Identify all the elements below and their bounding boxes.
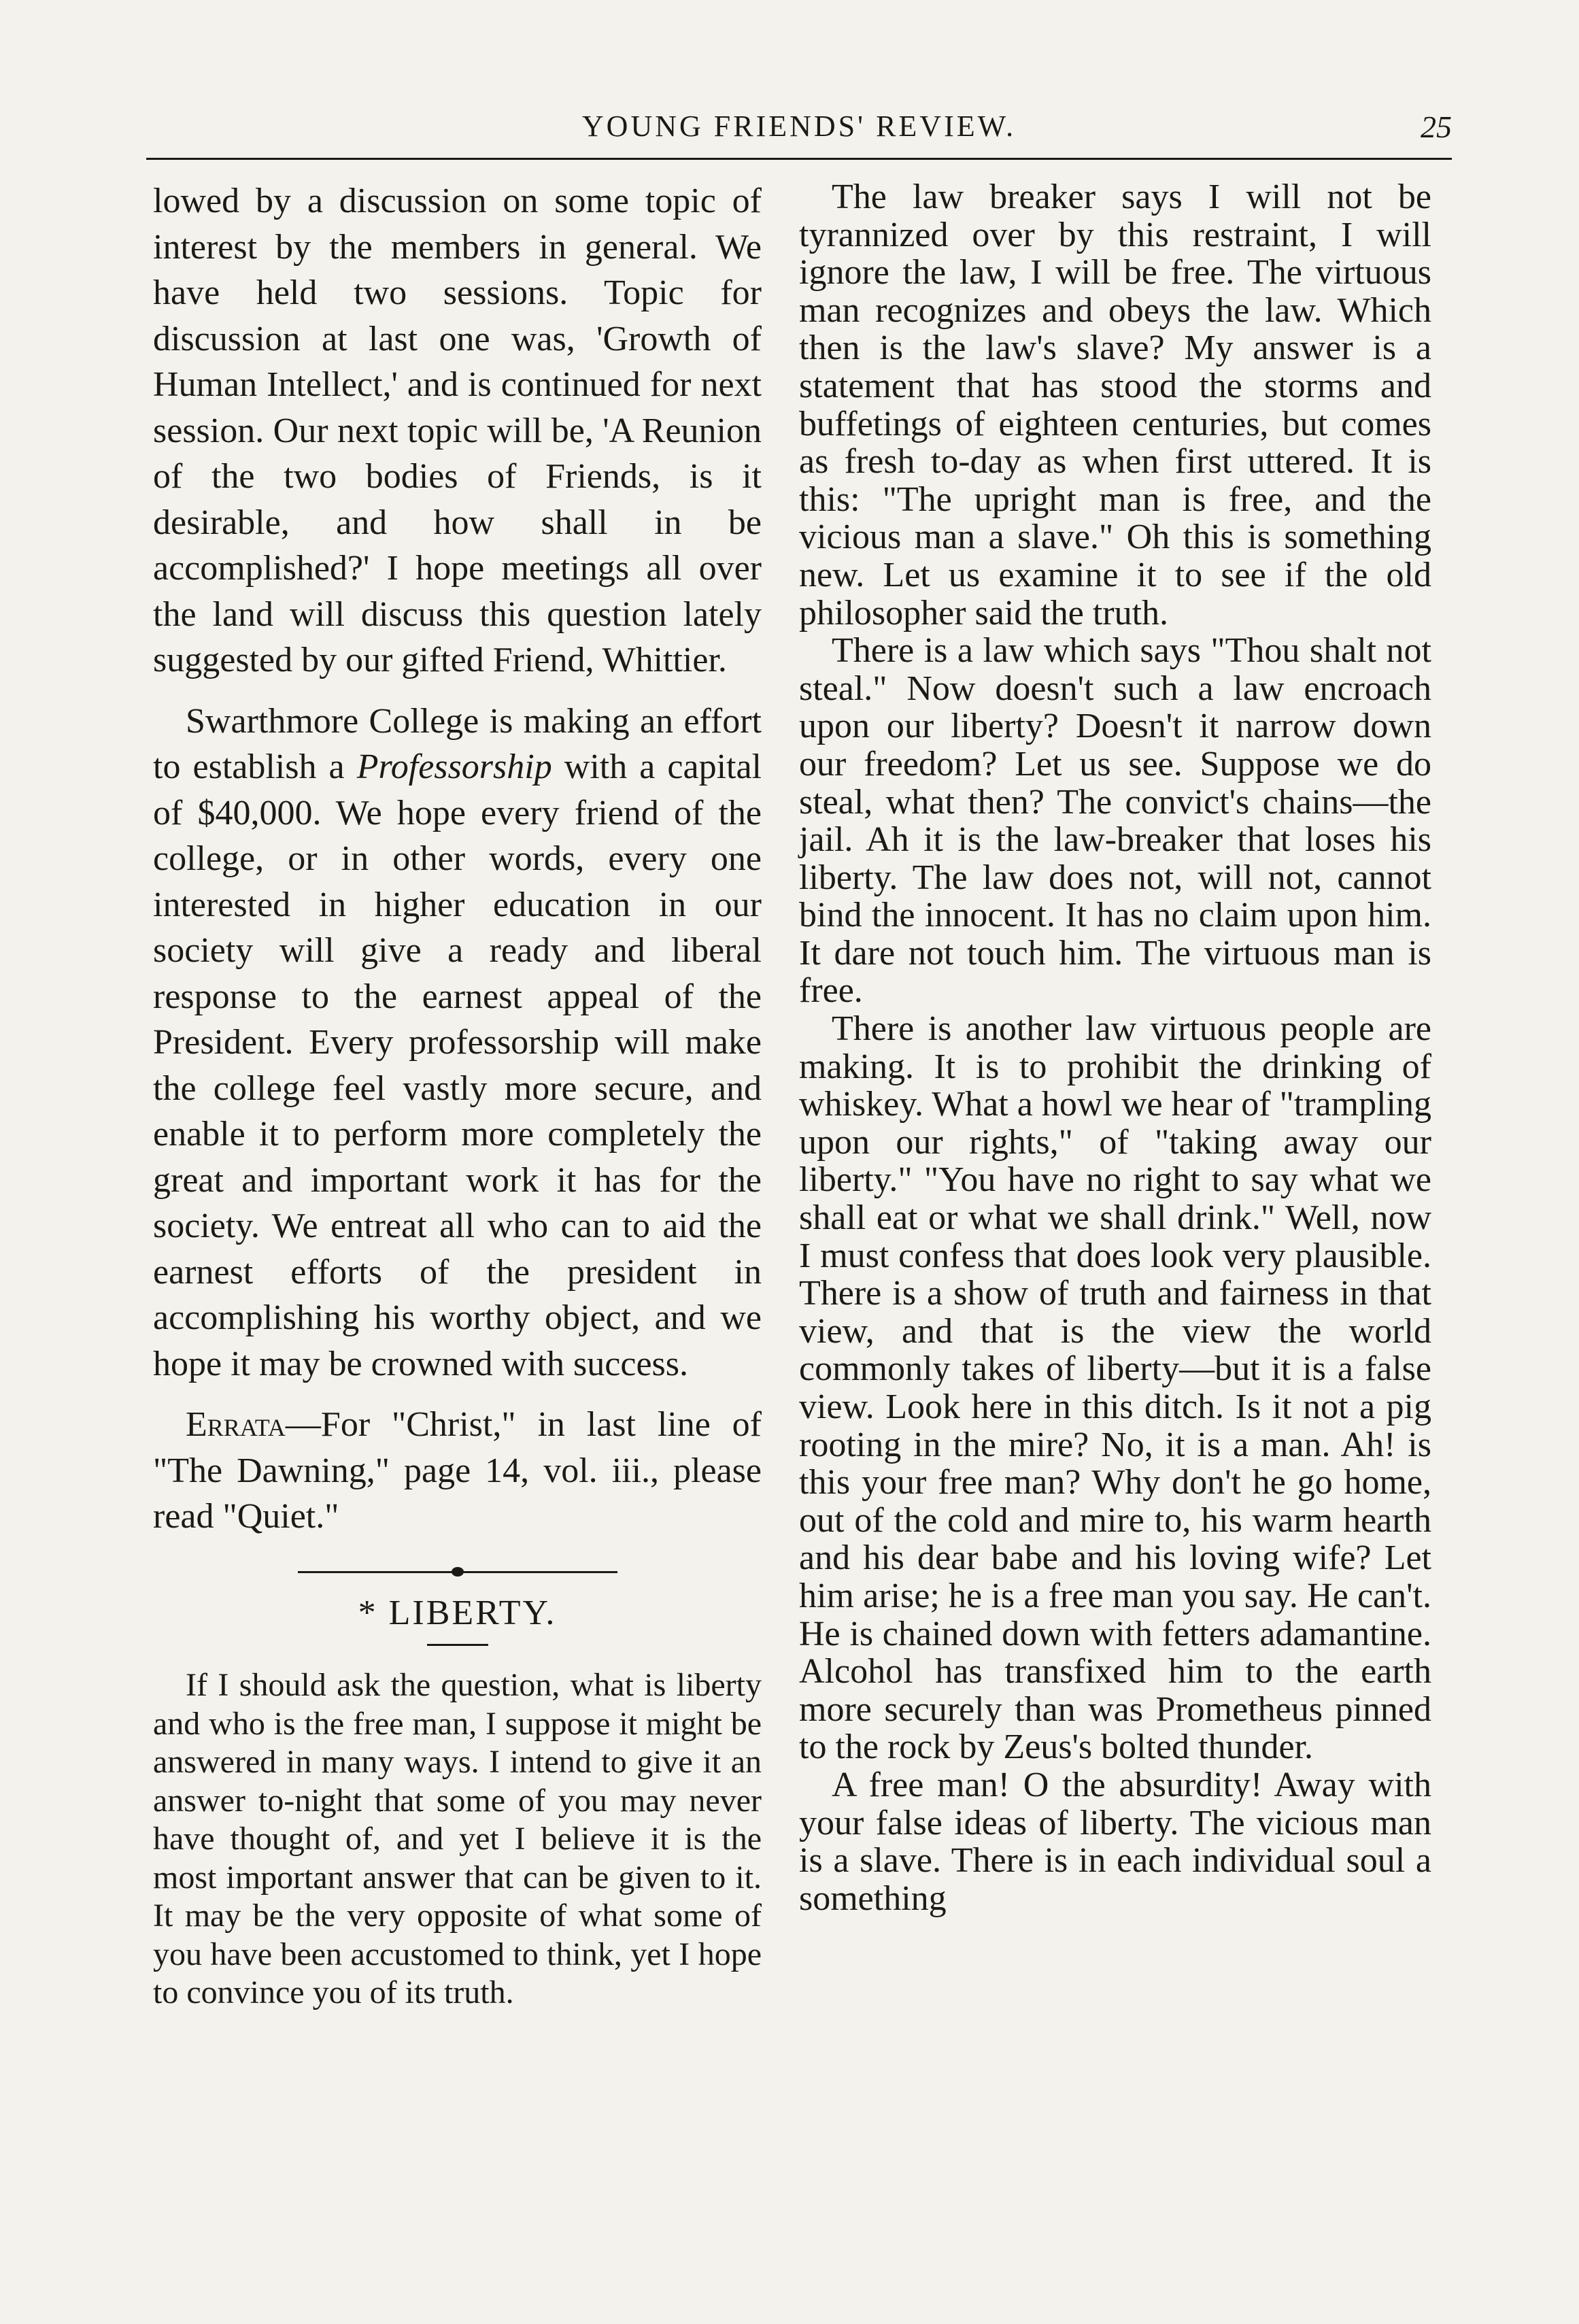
section-divider-ornament — [298, 1567, 617, 1577]
journal-title: YOUNG FRIENDS' REVIEW. — [581, 110, 1017, 143]
professorship-italic: Professorship — [356, 747, 552, 786]
paragraph-law-breaker: The law breaker says I will not be tyrannized over by this restraint, I will ignore the law, I will be free. The virtuous man recognizes and obeys the law. Which then is the law's slave? My answer is a statement that has stood the storms and buffetings of eighteen centuries, but comes as fresh to-day as when first uttered. It is this: "The upright man is free, and the vicious man a slave." Oh this is something new. Let us examine it to see if the old philosopher said the truth. — [799, 178, 1431, 633]
swarthmore-text-b: with a capital of $40,000. We hope every friend of the college, or in other words, every one interested in higher education in our society will give a ready and liberal response to the earnest appeal of the President. Every professorship will make the college feel vastly more secure, and enable it to perform more completely the great and important work it has for the society. We entreat all who can to aid the earnest efforts of the president in accomplishing his worthy object, and we hope it may be crowned with success. — [153, 747, 762, 1383]
paragraph-discussion: lowed by a discussion on some topic of interest by the members in general. We have held two sessions. Topic for discussion at last one was, 'Growth of Human Intellect,' and is continued for next session. Our next topic will be, 'A Reunion of the two bodies of Friends, is it desirable, and how shall in be accomplished?' I hope meetings all over the land will discuss this question lately suggested by our gifted Friend, Whittier. — [153, 182, 762, 679]
left-column — [153, 178, 762, 2013]
errata-text: —For "Christ," in last line of "The Dawning," page 14, vol. iii., please read "Quiet." — [153, 1405, 762, 1536]
title-underline — [427, 1644, 488, 1646]
section-title-liberty: * LIBERTY. — [358, 1593, 557, 1632]
paragraph-swarthmore — [153, 698, 762, 1387]
paragraph-whiskey: There is another law virtuous people are making. It is to prohibit the drinking of whiskey. What a howl we hear of "trampling upon our rights," of "taking away our liberty." "You have no right to say what we shall eat or what we shall drink." Well, now I must confess that does look very plausible. There is a show of truth and fairness in that view, and that is the view the world commonly takes of liberty—but it is a false view. Look here in this ditch. Is it not a pig rooting in the mire? No, it is a man. Ah! is this your free man? Why don't he go home, out of the cold and mire to, his warm hearth and his dear babe and his loving wife? Let him arise; he is a free man you say. He can't. He is chained down with fetters adamantine. Alcohol has transfixed him to the earth more securely than was Prometheus pinned to the rock by Zeus's bolted thunder. — [799, 1009, 1431, 1767]
running-header — [146, 109, 1452, 156]
header-rule — [146, 158, 1452, 160]
page-number: 25 — [1421, 110, 1452, 144]
errata-label: Errata — [186, 1405, 286, 1444]
paragraph-errata — [153, 1402, 762, 1540]
paragraph-thou-shalt-not-steal: There is a law which says "Thou shalt not steal." Now doesn't such a law encroach upon our liberty? Doesn't it narrow down our freedom? Let us see. Suppose we do steal, what then? The convict's chains—the jail. Ah it is the law-breaker that loses his liberty. The law does not, will not, cannot bind the innocent. It has no claim upon him. It dare not touch him. The virtuous man is free. — [799, 631, 1431, 1011]
paragraph-free-man: A free man! O the absurdity! Away with your false ideas of liberty. The vicious man is a slave. There is in each individual soul a something — [799, 1765, 1431, 1918]
right-column — [799, 178, 1431, 1917]
paragraph-liberty-intro: If I should ask the question, what is liberty and who is the free man, I suppose it might be answered in many ways. I intend to give it an answer to-night that some of you may never have thought of, and yet I believe it is the most important answer that can be given to it. It may be the very opposite of what some of you have been accustomed to think, yet I hope to convince you of its truth. — [153, 1667, 762, 2010]
swarthmore-text-a: Swarthmore College is making an effort to establish a — [153, 701, 762, 786]
